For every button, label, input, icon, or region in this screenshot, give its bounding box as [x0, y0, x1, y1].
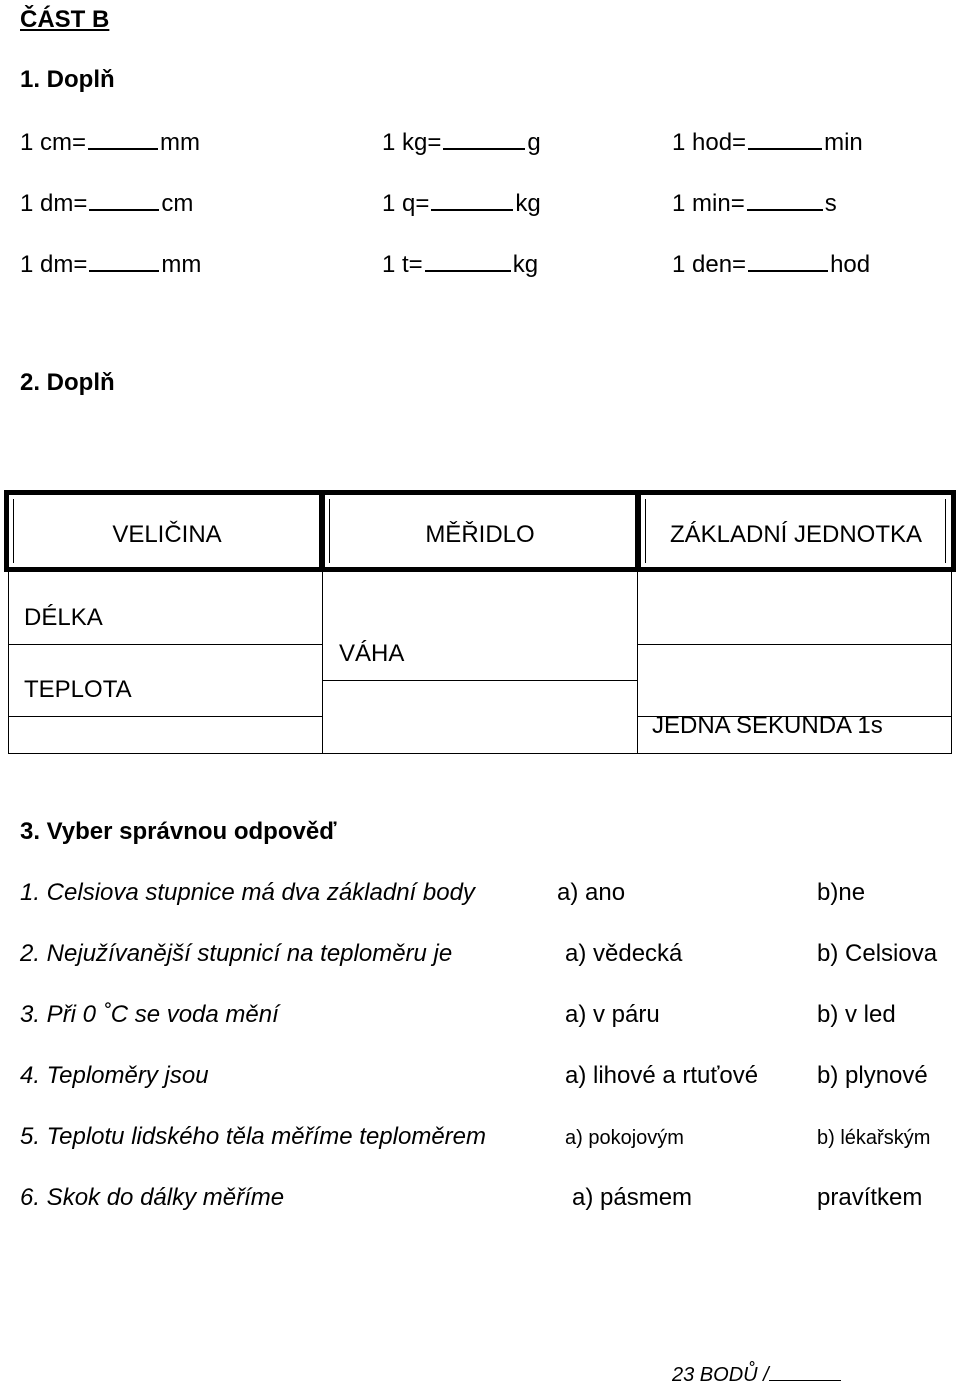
header-cell-instrument: MĚŘIDLO — [425, 521, 535, 548]
conversion-unit: g — [527, 129, 541, 156]
option-a[interactable]: a) lihové a rtuťové — [565, 1062, 759, 1089]
option-b[interactable]: b)ne — [817, 879, 866, 906]
answer-blank[interactable] — [748, 250, 828, 272]
question-text: 2. Nejužívanější stupnicí na teploměru je — [20, 940, 453, 967]
option-a[interactable]: a) pásmem — [572, 1184, 693, 1211]
answer-blank[interactable] — [88, 128, 158, 150]
score-blank[interactable] — [769, 1364, 841, 1381]
conversion-left: 1 den= — [672, 251, 747, 278]
table-body — [8, 572, 952, 754]
answer-blank[interactable] — [747, 189, 823, 211]
conversion-item — [672, 128, 863, 155]
answer-blank[interactable] — [431, 189, 513, 211]
conversion-item — [672, 189, 837, 216]
table-col-divider — [637, 572, 638, 753]
conversion-item — [382, 250, 538, 277]
conversion-item — [382, 189, 541, 216]
score-label: 23 BODŮ / — [672, 1364, 769, 1386]
cell-second: JEDNA SEKUNDA 1s — [652, 712, 883, 739]
table-col-divider — [322, 572, 323, 753]
table-row-divider — [9, 716, 322, 717]
conversion-item — [20, 250, 201, 277]
table-row-divider — [9, 644, 322, 645]
answer-blank[interactable] — [748, 128, 822, 150]
conversion-left: 1 kg= — [382, 129, 442, 156]
question-text: 5. Teplotu lidského těla měříme teploměrem — [20, 1123, 487, 1150]
conversion-left: 1 cm= — [20, 129, 87, 156]
quantities-table — [4, 490, 956, 754]
section3-title: 3. Vyber správnou odpověď — [20, 818, 337, 845]
section1-title: 1. Doplň — [20, 66, 115, 93]
answer-blank[interactable] — [89, 189, 159, 211]
conversion-left: 1 t= — [382, 251, 423, 278]
answer-blank[interactable] — [89, 250, 159, 272]
conversion-left: 1 q= — [382, 190, 430, 217]
cell-length: DÉLKA — [24, 604, 103, 631]
option-b[interactable]: b) v led — [817, 1001, 896, 1028]
header-separator — [635, 495, 641, 567]
question-text: 6. Skok do dálky měříme — [20, 1184, 285, 1211]
cell-weight: VÁHA — [339, 640, 405, 667]
table-row-divider — [322, 680, 637, 681]
conversion-unit: mm — [161, 251, 202, 278]
conversion-unit: kg — [515, 190, 541, 217]
option-a[interactable]: a) vědecká — [565, 940, 683, 967]
header-inner-line — [13, 499, 14, 563]
conversion-left: 1 dm= — [20, 190, 88, 217]
conversion-unit: cm — [161, 190, 194, 217]
conversion-unit: kg — [512, 251, 539, 278]
table-row-divider — [637, 644, 952, 645]
answer-blank[interactable] — [425, 250, 511, 272]
option-b[interactable]: b) lékařským — [817, 1127, 931, 1149]
option-b[interactable]: b) Celsiova — [817, 940, 938, 967]
conversion-item — [672, 250, 870, 277]
answer-blank[interactable] — [443, 128, 525, 150]
section2-title: 2. Doplň — [20, 369, 115, 396]
conversion-item — [382, 128, 541, 155]
header-separator — [319, 495, 325, 567]
conversion-left: 1 hod= — [672, 129, 747, 156]
question-text: 4. Teploměry jsou — [20, 1062, 209, 1089]
question-text: 1. Celsiova stupnice má dva základní body — [20, 879, 475, 906]
score-footer — [672, 1364, 841, 1385]
option-a[interactable]: a) pokojovým — [565, 1127, 684, 1149]
option-b[interactable]: pravítkem — [817, 1184, 923, 1211]
option-b[interactable]: b) plynové — [817, 1062, 928, 1089]
conversion-unit: hod — [830, 251, 871, 278]
header-cell-unit: ZÁKLADNÍ JEDNOTKA — [669, 521, 923, 548]
option-a[interactable]: a) ano — [557, 879, 626, 906]
table-header-row — [4, 490, 956, 572]
header-cell-quantity: VELIČINA — [112, 521, 222, 548]
question-text: 3. Při 0 ˚C se voda mění — [20, 1001, 279, 1028]
conversion-unit: min — [824, 129, 863, 156]
option-a[interactable]: a) v páru — [565, 1001, 660, 1028]
conversion-item — [20, 189, 193, 216]
page-heading: ČÁST B — [20, 6, 110, 33]
conversion-left: 1 dm= — [20, 251, 88, 278]
conversion-left: 1 min= — [672, 190, 745, 217]
conversion-item — [20, 128, 200, 155]
cell-temperature: TEPLOTA — [24, 676, 132, 703]
conversion-unit: mm — [160, 129, 201, 156]
conversion-unit: s — [824, 190, 837, 217]
